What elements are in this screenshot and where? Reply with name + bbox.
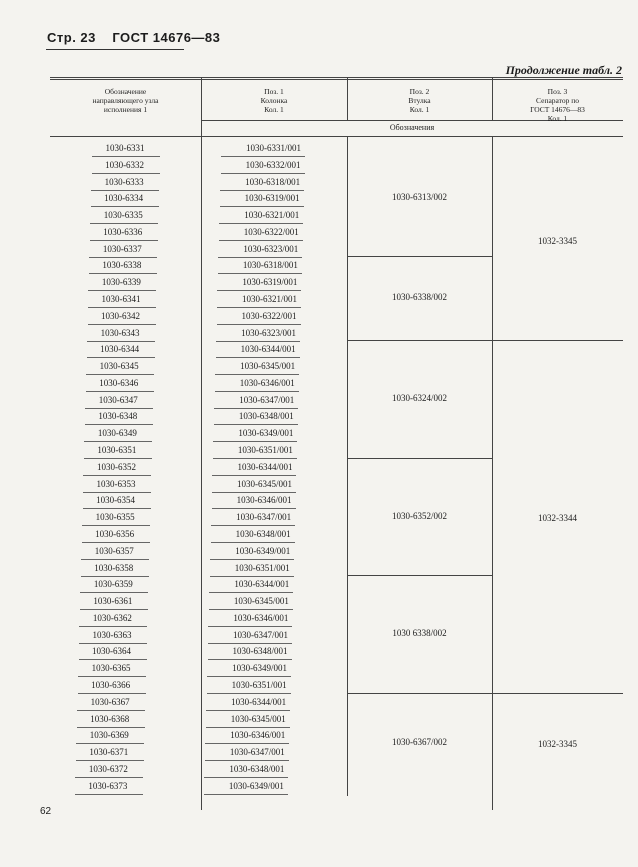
row-pos1: 1030-6322/001 <box>243 226 299 237</box>
row-rule-c1 <box>89 257 157 258</box>
column-header-line: Обозначение <box>104 87 147 96</box>
row-rule-c1 <box>83 508 151 509</box>
row-pos1: 1030-6351/001 <box>234 562 290 573</box>
row-pos1: 1030-6349/001 <box>228 780 284 791</box>
row-rule-c1 <box>90 223 158 224</box>
column-header-line: Втулка <box>408 96 431 105</box>
row-rule-c2 <box>207 676 291 677</box>
row-rule-c1 <box>76 760 144 761</box>
row-pos1: 1030-6318/001 <box>245 176 301 187</box>
row-rule-c2 <box>212 475 296 476</box>
row-rule-c2 <box>206 710 290 711</box>
row-rule-c2 <box>215 374 299 375</box>
column-header-line: Поз. 3 <box>547 87 568 96</box>
row-designation: 1030-6332 <box>105 159 145 170</box>
column-header-2 <box>201 87 347 114</box>
row-rule-c1 <box>91 206 159 207</box>
row-designation: 1030-6349 <box>97 428 137 439</box>
row-designation: 1030-6334 <box>104 193 144 204</box>
row-rule-c1 <box>83 475 151 476</box>
pos2-group-rule <box>347 693 492 694</box>
row-rule-c2 <box>207 693 291 694</box>
row-rule-c2 <box>220 206 304 207</box>
row-rule-c1 <box>80 592 148 593</box>
row-rule-c1 <box>76 743 144 744</box>
row-rule-c2 <box>218 273 302 274</box>
row-designation: 1030-6339 <box>101 277 141 288</box>
row-rule-c1 <box>75 777 143 778</box>
row-designation: 1030-6368 <box>90 713 130 724</box>
row-rule-c2 <box>209 592 293 593</box>
row-designation: 1030-6344 <box>100 344 140 355</box>
row-pos1: 1030-6346/001 <box>233 612 289 623</box>
row-designation: 1030-6336 <box>103 226 143 237</box>
pos2-group-cell: 1030 6338/002 <box>392 628 447 638</box>
row-rule-c2 <box>217 307 301 308</box>
row-rule-c1 <box>91 190 159 191</box>
row-designation: 1030-6369 <box>89 730 129 741</box>
row-designation: 1030-6364 <box>92 646 131 657</box>
row-rule-c2 <box>208 643 292 644</box>
row-rule-c2 <box>219 223 303 224</box>
row-pos1: 1030-6344/001 <box>231 696 287 707</box>
row-pos1: 1030-6346/001 <box>239 377 295 388</box>
row-rule-c2 <box>208 626 292 627</box>
row-pos1: 1030-6321/001 <box>244 210 300 221</box>
table-top-rule <box>50 77 623 78</box>
row-rule-c2 <box>221 173 305 174</box>
row-pos1: 1030-6348/001 <box>229 763 285 774</box>
pos2-group-cell: 1030-6324/002 <box>392 393 447 404</box>
row-rule-c1 <box>90 240 158 241</box>
row-designation: 1030-6372 <box>88 763 128 774</box>
pos2-group-rule <box>347 340 492 341</box>
row-pos1: 1030-6345/001 <box>230 713 286 724</box>
continuation-label: Продолжение табл. 2 <box>505 63 622 77</box>
row-designation: 1030-6373 <box>88 780 128 791</box>
row-rule-c1 <box>92 173 160 174</box>
row-designation: 1030-6355 <box>95 512 135 523</box>
row-pos1: 1030-6323/001 <box>241 327 297 338</box>
row-rule-c1 <box>79 643 147 644</box>
pos3-group-rule <box>492 693 623 694</box>
row-rule-c1 <box>81 559 149 560</box>
row-rule-c2 <box>217 290 301 291</box>
row-pos1: 1030-6346/001 <box>236 495 292 506</box>
row-rule-c1 <box>78 676 146 677</box>
row-rule-c2 <box>213 458 297 459</box>
row-pos1: 1030-6347/001 <box>229 747 285 758</box>
row-rule-c2 <box>208 659 292 660</box>
pos2-group-rule <box>347 458 492 459</box>
pos3-group-cell: 1032-3344 <box>538 512 577 523</box>
row-designation: 1030-6337 <box>102 243 142 254</box>
row-rule-c2 <box>217 324 301 325</box>
row-rule-c1 <box>79 659 147 660</box>
row-rule-c2 <box>219 240 303 241</box>
row-designation: 1030-6342 <box>101 310 140 321</box>
row-rule-c1 <box>81 576 149 577</box>
row-rule-c1 <box>85 408 153 409</box>
row-rule-c1 <box>78 693 146 694</box>
column-header-line: Кол. 1 <box>409 105 430 114</box>
row-rule-c1 <box>84 441 152 442</box>
row-pos1: 1030-6349/001 <box>235 545 291 556</box>
pos2-group-cell: 1030-6338/002 <box>392 292 447 303</box>
row-rule-c1 <box>87 357 155 358</box>
row-designation: 1030-6345 <box>99 361 139 372</box>
row-rule-c1 <box>92 156 160 157</box>
row-designation: 1030-6351 <box>97 445 137 456</box>
row-pos1: 1030-6323/001 <box>243 243 299 254</box>
row-rule-c1 <box>83 492 151 493</box>
row-designation: 1030-6353 <box>96 478 136 489</box>
row-rule-c2 <box>216 341 300 342</box>
column-header-3 <box>347 87 492 114</box>
row-rule-c1 <box>88 324 156 325</box>
column-header-line: Поз. 1 <box>264 87 284 96</box>
pos2-group-cell: 1030-6352/002 <box>392 510 447 521</box>
column-header-1 <box>50 87 201 114</box>
standard-label: ГОСТ 14676—83 <box>112 30 221 45</box>
pos3-group-rule <box>492 340 623 341</box>
row-designation: 1030-6359 <box>93 579 133 590</box>
page-label: Стр. 23 <box>47 30 96 45</box>
row-rule-c2 <box>214 408 298 409</box>
row-designation: 1030-6341 <box>101 294 141 305</box>
row-pos1: 1030-6349/001 <box>238 428 294 439</box>
pos2-group-rule <box>347 256 492 257</box>
row-pos1: 1030-6344/001 <box>240 344 296 355</box>
row-designation: 1030-6352 <box>96 461 136 472</box>
pos2-group-cell: 1030-6313/002 <box>392 191 447 202</box>
row-designation: 1030-6362 <box>92 612 132 623</box>
row-rule-c1 <box>88 290 156 291</box>
row-pos1: 1030-6344/001 <box>237 461 293 472</box>
page-header <box>47 30 220 45</box>
row-designation: 1030-6365 <box>91 663 131 674</box>
row-pos1: 1030-6331/001 <box>246 143 301 153</box>
row-pos1: 1030-6351/001 <box>231 679 287 690</box>
column-header-line: Колонка <box>260 96 288 105</box>
row-designation: 1030-6371 <box>89 747 129 758</box>
column-header-4 <box>492 87 623 123</box>
column-header-line: направляющего узла <box>92 96 159 105</box>
row-designation: 1030-6335 <box>103 210 143 221</box>
row-designation: 1030-6333 <box>104 176 144 187</box>
row-designation: 1030-6363 <box>92 629 132 640</box>
row-rule-c1 <box>85 424 153 425</box>
row-designation: 1030-6358 <box>94 562 134 573</box>
row-pos1: 1030-6345/001 <box>233 596 289 607</box>
column-header-line: исполнения 1 <box>103 105 148 114</box>
row-rule-c2 <box>213 441 297 442</box>
row-designation: 1030-6343 <box>100 327 140 338</box>
row-rule-c1 <box>77 727 145 728</box>
pos2-group-rule <box>347 575 492 576</box>
row-designation: 1030-6366 <box>91 679 131 690</box>
row-rule-c2 <box>205 743 289 744</box>
row-designation: 1030-6331 <box>105 143 145 153</box>
row-rule-c2 <box>212 492 296 493</box>
row-rule-c2 <box>215 391 299 392</box>
row-pos1: 1030-6347/001 <box>236 512 292 523</box>
row-rule-c1 <box>87 341 155 342</box>
row-designation: 1030-6346 <box>99 377 139 388</box>
row-designation: 1030-6348 <box>98 411 138 422</box>
row-rule-c2 <box>221 156 305 157</box>
row-rule-c1 <box>79 626 147 627</box>
row-rule-c2 <box>218 257 302 258</box>
row-pos1: 1030-6346/001 <box>230 730 286 741</box>
row-rule-c2 <box>206 727 290 728</box>
row-designation: 1030-6357 <box>94 545 134 556</box>
column-header-line: Сепаратор по <box>536 96 579 105</box>
row-rule-c1 <box>82 525 150 526</box>
row-pos1: 1030-6347/001 <box>239 394 295 405</box>
row-pos1: 1030-6351/001 <box>237 445 293 456</box>
row-rule-c1 <box>84 458 152 459</box>
row-rule-c1 <box>88 307 156 308</box>
pos2-group-cell: 1030-6367/002 <box>392 737 447 748</box>
row-pos1: 1030-6319/001 <box>242 277 298 288</box>
page-number: 62 <box>40 806 52 817</box>
row-designation: 1030-6361 <box>93 596 133 607</box>
row-pos1: 1030-6348/001 <box>238 411 294 422</box>
pos3-group-cell: 1032-3345 <box>538 235 577 246</box>
row-pos1: 1030-6349/001 <box>232 663 288 674</box>
row-pos1: 1030-6318/001 <box>242 260 298 271</box>
row-rule-c1 <box>86 374 154 375</box>
header-rule <box>46 49 184 50</box>
row-pos1: 1030-6345/001 <box>237 478 292 489</box>
row-designation: 1030-6356 <box>95 528 135 539</box>
row-rule-c2 <box>210 559 294 560</box>
row-pos1: 1030-6319/001 <box>244 193 300 204</box>
row-rule-c2 <box>210 576 294 577</box>
row-pos1: 1030-6332/001 <box>245 159 301 170</box>
row-designation: 1030-6354 <box>96 495 136 506</box>
row-rule-c1 <box>75 794 143 795</box>
header-bottom-rule <box>50 136 623 137</box>
row-rule-c2 <box>214 424 298 425</box>
column-header-line: Кол. 1 <box>547 114 568 123</box>
row-rule-c2 <box>209 609 293 610</box>
row-rule-c1 <box>89 273 157 274</box>
column-header-line: ГОСТ 14676—83 <box>530 105 585 114</box>
row-pos1: 1030-6347/001 <box>232 629 288 640</box>
row-rule-c2 <box>212 508 296 509</box>
row-rule-c2 <box>216 357 300 358</box>
row-pos1: 1030-6344/001 <box>234 579 290 590</box>
subheader-label: Обозначения <box>389 123 435 132</box>
row-pos1: 1030-6348/001 <box>232 646 288 657</box>
row-designation: 1030-6338 <box>102 260 142 271</box>
row-rule-c1 <box>77 710 145 711</box>
row-rule-c2 <box>211 542 295 543</box>
row-pos1: 1030-6345/001 <box>240 361 296 372</box>
row-rule-c1 <box>82 542 150 543</box>
row-rule-c2 <box>211 525 295 526</box>
row-rule-c2 <box>204 794 288 795</box>
row-pos1: 1030-6322/001 <box>241 310 297 321</box>
column-header-line: Поз. 2 <box>409 87 430 96</box>
row-rule-c2 <box>220 190 304 191</box>
col-divider-2-body <box>347 136 348 796</box>
pos3-group-cell: 1032-3345 <box>538 739 577 750</box>
row-designation: 1030-6347 <box>98 394 138 405</box>
row-rule-c2 <box>205 760 289 761</box>
row-pos1: 1030-6348/001 <box>235 528 291 539</box>
row-rule-c2 <box>204 777 288 778</box>
row-rule-c1 <box>80 609 148 610</box>
table-top-rule-2 <box>50 79 623 80</box>
row-rule-c1 <box>86 391 154 392</box>
row-designation: 1030-6367 <box>90 696 130 707</box>
row-pos1: 1030-6321/001 <box>241 294 297 305</box>
column-header-line: Кол. 1 <box>264 105 284 114</box>
